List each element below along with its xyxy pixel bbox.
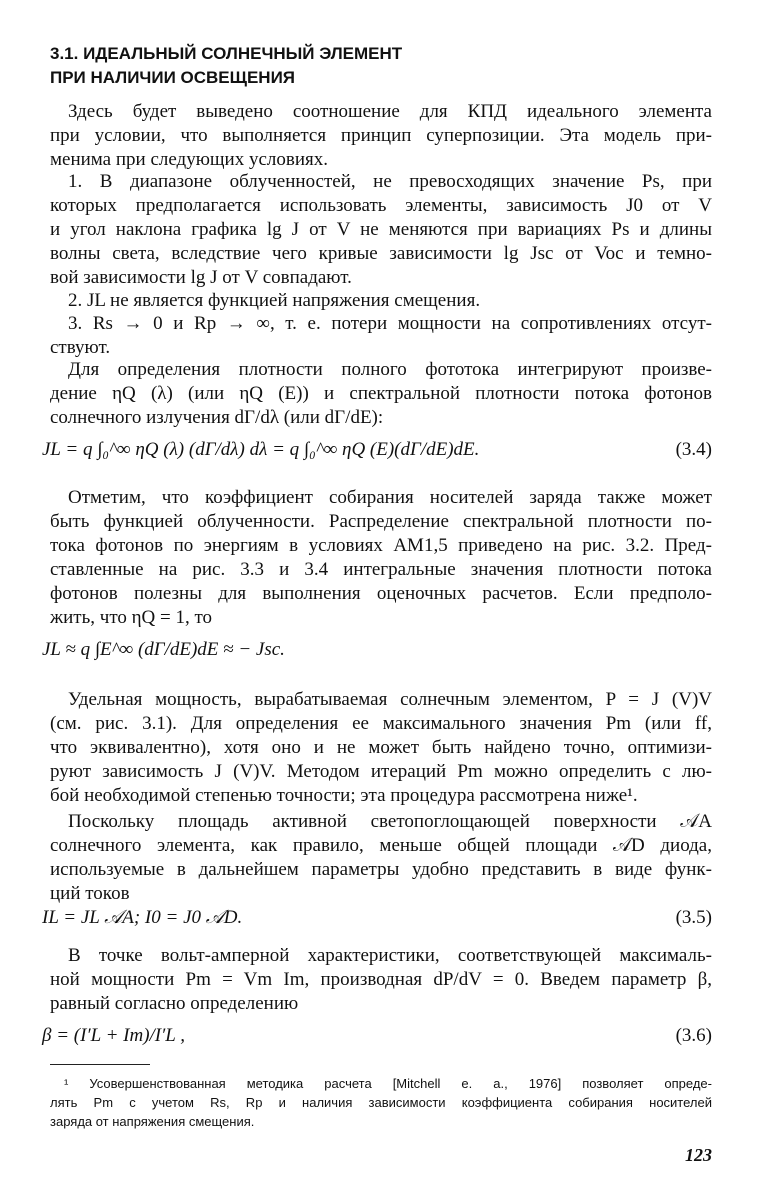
list-item-line: которых предполагается использовать элементы, зависимость J0 от V [50, 195, 712, 216]
paragraph-line: что эквивалентно), хотя оно и не может быть найдено точно, оптимизи- [50, 737, 712, 758]
list-item-line: 2. JL не является функцией напряжения смещения. [68, 290, 481, 311]
paragraph-line: менима при следующих условиях. [50, 149, 329, 170]
paragraph-line: ставленные на рис. 3.3 и 3.4 интегральные значения плотности потока [50, 559, 712, 580]
paragraph-line: Для определения плотности полного фототока интегрируют произве- [68, 359, 712, 380]
paragraph-line: используемые в дальнейшем параметры удобно представить в виде функ- [50, 859, 712, 880]
equation-number-3-5: (3.5) [675, 907, 712, 928]
paragraph-line: фотонов полезны для выполнения оценочных расчетов. Если предполо- [50, 583, 712, 604]
paragraph-line: бой необходимой степенью точности; эта процедура рассмотрена ниже¹. [50, 785, 638, 806]
paragraph-line: Поскольку площадь активной светопоглощающей поверхности 𝒜A [68, 811, 712, 832]
paragraph-line: ной мощности Pm = Vm Im, производная dP/dV = 0. Введем параметр β, [50, 969, 712, 990]
paragraph-line: солнечного излучения dΓ/dλ (или dΓ/dE): [50, 407, 384, 428]
paragraph-line: быть функцией облученности. Распределение спектральной плотности по- [50, 511, 712, 532]
equation-3-5: IL = JL 𝒜A; I0 = J0 𝒜D. [42, 907, 243, 928]
paragraph-line: (см. рис. 3.1). Для определения ее максимального значения Pm (или ff, [50, 713, 712, 734]
list-item-line: ствуют. [50, 337, 111, 358]
equation-jl: JL ≈ q ∫E^∞ (dΓ/dE)dE ≈ − Jsc. [42, 639, 285, 660]
paragraph-line: дение ηQ (λ) (или ηQ (E)) и спектральной плотности потока фотонов [50, 383, 712, 404]
equation-3-4: JL = q ∫₀^∞ ηQ (λ) (dΓ/dλ) dλ = q ∫₀^∞ ηQ (E)(dΓ/dE)dE. [42, 439, 480, 460]
section-heading-line-2: ПРИ НАЛИЧИИ ОСВЕЩЕНИЯ [50, 68, 296, 87]
paragraph-line: жить, что ηQ = 1, то [50, 607, 213, 628]
paragraph-line: В точке вольт-амперной характеристики, соответствующей максималь- [68, 945, 712, 966]
equation-number-3-4: (3.4) [675, 439, 712, 460]
paragraph-line: Удельная мощность, вырабатываемая солнечным элементом, P = J (V)V [68, 689, 712, 710]
paragraph-line: ций токов [50, 883, 130, 904]
paragraph-line: Здесь будет выведено соотношение для КПД идеального элемента [68, 101, 712, 122]
paragraph-line: тока фотонов по энергиям в условиях AM1,5 приведено на рис. 3.2. Пред- [50, 535, 712, 556]
page-number: 123 [685, 1145, 712, 1165]
footnote-line: заряда от напряжения смещения. [50, 1114, 255, 1129]
footnote-line: лять Pm с учетом Rs, Rp и наличия зависимости коэффициента собирания носителей [50, 1095, 712, 1110]
list-item-line: и угол наклона графика lg J от V не меняются при вариациях Ps и длины [50, 219, 712, 240]
paragraph-line: солнечного элемента, как правило, меньше общей площади 𝒜D диода, [50, 835, 712, 856]
footnote-divider [50, 1064, 150, 1065]
paragraph-line: при условии, что выполняется принцип суперпозиции. Эта модель при- [50, 125, 712, 146]
list-item-line: 3. Rs → 0 и Rp → ∞, т. е. потери мощности на сопротивлениях отсут- [68, 313, 712, 334]
section-heading-line-1: 3.1. ИДЕАЛЬНЫЙ СОЛНЕЧНЫЙ ЭЛЕМЕНТ [50, 44, 403, 63]
paragraph-line: равный согласно определению [50, 993, 299, 1014]
list-item-line: вой зависимости lg J от V совпадают. [50, 267, 352, 288]
equation-number-3-6: (3.6) [675, 1025, 712, 1046]
footnote-line: ¹ Усовершенствованная методика расчета [Mitchell e. a., 1976] позволяет опреде- [64, 1076, 712, 1091]
equation-3-6: β = (I′L + Im)/I′L , [42, 1025, 186, 1046]
list-item-line: волны света, вследствие чего кривые зависимости lg Jsc от Voc и темно- [50, 243, 712, 264]
list-item-line: 1. В диапазоне облученностей, не превосходящих значение Ps, при [68, 171, 712, 192]
paragraph-line: Отметим, что коэффициент собирания носителей заряда также может [68, 487, 712, 508]
paragraph-line: руют зависимость J (V)V. Методом итераций Pm можно определить с лю- [50, 761, 712, 782]
